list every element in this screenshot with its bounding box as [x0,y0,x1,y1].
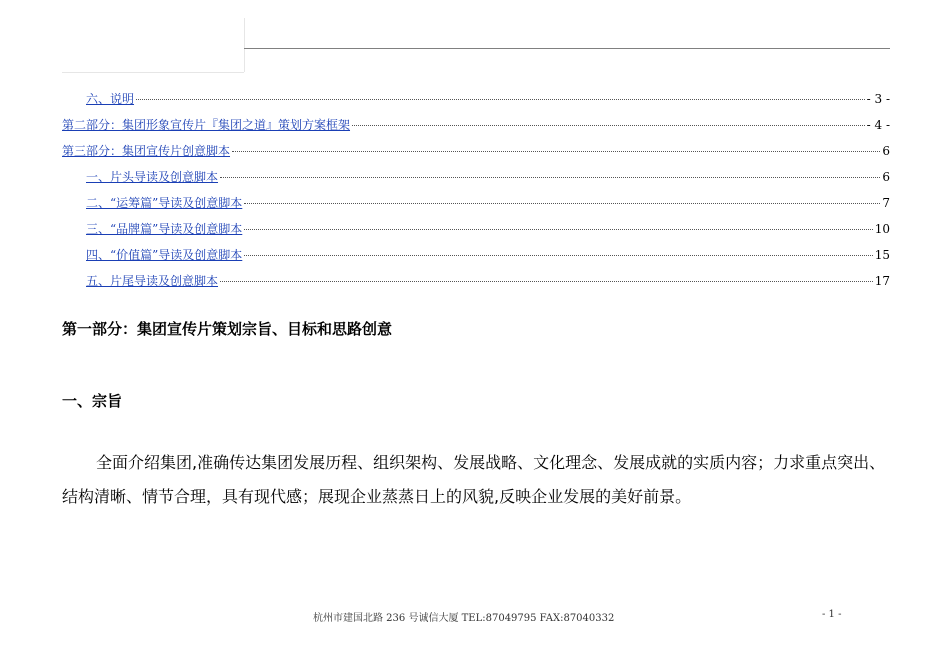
toc-entry-page: 10 [874,222,890,236]
toc-entry-label[interactable]: 第二部分：集团形象宣传片『集团之道』策划方案框架 [62,118,351,132]
toc-dot-leader [244,202,880,204]
toc-entry[interactable] [62,194,890,212]
page-corner-mark [62,72,244,73]
toc-entry[interactable] [62,116,890,134]
toc-dot-leader [220,280,873,282]
toc-dot-leader [220,176,880,178]
toc-entry[interactable] [62,142,890,160]
toc-entry[interactable] [62,272,890,290]
toc-dot-leader [232,150,880,152]
footer-page-number: - 1 - [822,609,842,620]
toc-dot-leader [352,124,865,126]
toc-entry-page: - 3 - [866,92,890,106]
toc-entry-page: 17 [874,274,890,288]
body-paragraph: 全面介绍集团,准确传达集团发展历程、组织架构、发展战略、文化理念、发展成就的实质内容；力求重点突出、结构清晰、情节合理，具有现代感；展现企业蒸蒸日上的风貌,反映企业发展的美好前景。 [62,453,886,506]
toc-entry-page: 6 [882,144,890,158]
footer-contact: 杭州市建国北路 236 号诚信大厦 TEL:87049795 FAX:87040332 [313,613,615,624]
toc-dot-leader [136,98,865,100]
subsection-title: 一、宗旨 [62,392,123,410]
toc-entry[interactable] [62,90,890,108]
toc-dot-leader [244,228,872,230]
toc-entry[interactable] [62,220,890,238]
header-rule [244,48,890,49]
section-title: 第一部分：集团宣传片策划宗旨、目标和思路创意 [62,320,393,338]
toc-entry-page: 15 [874,248,890,262]
toc-dot-leader [244,254,872,256]
toc-entry-label[interactable]: 三、“品牌篇”导读及创意脚本 [86,222,243,236]
toc-entry-label[interactable]: 第三部分：集团宣传片创意脚本 [62,144,231,158]
toc-entry-page: - 4 - [866,118,890,132]
toc-entry-label[interactable]: 一、片头导读及创意脚本 [86,170,219,184]
toc-entry-page: 6 [882,170,890,184]
toc-entry-label[interactable]: 二、“运筹篇”导读及创意脚本 [86,196,243,210]
toc-entry-page: 7 [882,196,890,210]
page-corner-mark [244,18,245,72]
toc-entry-label[interactable]: 六、说明 [86,92,135,106]
toc-entry-label[interactable]: 五、片尾导读及创意脚本 [86,274,219,288]
toc-entry-label[interactable]: 四、“价值篇”导读及创意脚本 [86,248,243,262]
toc-entry[interactable] [62,168,890,186]
toc-entry[interactable] [62,246,890,264]
